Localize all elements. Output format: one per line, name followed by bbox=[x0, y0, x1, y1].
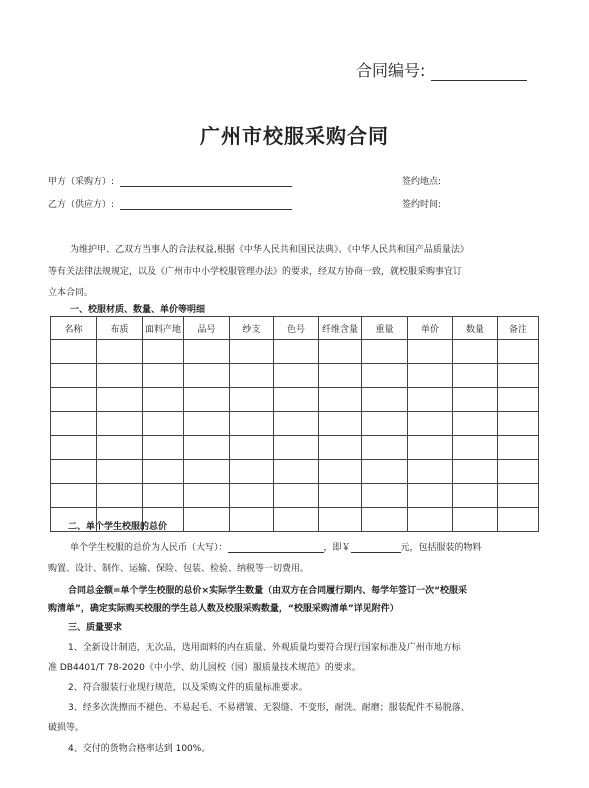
table-cell[interactable] bbox=[453, 340, 498, 364]
table-cell[interactable] bbox=[230, 412, 274, 436]
table-cell[interactable] bbox=[408, 412, 453, 436]
table-cell[interactable] bbox=[453, 364, 498, 388]
table-cell[interactable] bbox=[319, 436, 362, 460]
col-item-no: 品号 bbox=[184, 317, 230, 340]
table-cell[interactable] bbox=[230, 340, 274, 364]
preamble-line-2: 等有关法律法规规定，以及《广州市中小学校服管理办法》的要求，经双方协商一致，就校服采购事宜订 bbox=[48, 267, 463, 277]
col-origin: 面料产地 bbox=[143, 317, 184, 340]
table-cell[interactable] bbox=[498, 460, 539, 484]
table-row bbox=[51, 364, 539, 388]
unit-price-line bbox=[70, 540, 482, 553]
table-cell[interactable] bbox=[498, 412, 539, 436]
table-cell[interactable] bbox=[498, 340, 539, 364]
unit-price-label: 单个学生校服的总价为人民币（大写）： bbox=[70, 543, 228, 553]
table-cell[interactable] bbox=[97, 460, 143, 484]
col-fiber: 纤维含量 bbox=[319, 317, 362, 340]
unit-price-line-2: 购置、设计、制作、运输、保险、包装、检验、纳税等一切费用。 bbox=[48, 564, 310, 574]
table-cell[interactable] bbox=[143, 412, 184, 436]
table-cell[interactable] bbox=[97, 412, 143, 436]
quality-item-1a: 1、全新设计制造，无次品，选用面料的内在质量、外观质量均要符合现行国家标准及广州市地方标 bbox=[68, 643, 461, 653]
table-cell[interactable] bbox=[97, 484, 143, 508]
quality-item-4: 4、交付的货物合格率达到 100%。 bbox=[68, 744, 211, 754]
spec-table bbox=[50, 316, 539, 532]
table-cell[interactable] bbox=[453, 412, 498, 436]
party-a-label: 甲方（采购方）: bbox=[48, 177, 115, 187]
price-suffix-label: 元，包括服装的物料 bbox=[400, 543, 482, 553]
table-cell[interactable] bbox=[498, 388, 539, 412]
page-title: 广州市校服采购合同 bbox=[200, 124, 389, 148]
table-cell[interactable] bbox=[274, 460, 319, 484]
col-quantity: 数量 bbox=[453, 317, 498, 340]
table-cell[interactable] bbox=[453, 484, 498, 508]
table-cell[interactable] bbox=[362, 436, 408, 460]
table-cell[interactable] bbox=[362, 364, 408, 388]
col-unit-price: 单价 bbox=[408, 317, 453, 340]
col-fabric: 布质 bbox=[97, 317, 143, 340]
table-cell[interactable] bbox=[408, 508, 453, 532]
table-cell[interactable] bbox=[143, 364, 184, 388]
table-row bbox=[51, 460, 539, 484]
table-cell[interactable] bbox=[274, 484, 319, 508]
spec-table-header-row bbox=[51, 317, 539, 340]
table-row bbox=[51, 340, 539, 364]
table-row bbox=[51, 412, 539, 436]
table-cell[interactable] bbox=[408, 484, 453, 508]
total-amount-line-2: 购清单”，确定实际购买校服的学生总人数及校服采购数量，“校服采购清单”详见附件） bbox=[48, 604, 399, 614]
table-cell[interactable] bbox=[51, 460, 97, 484]
table-cell[interactable] bbox=[274, 412, 319, 436]
table-cell[interactable] bbox=[97, 364, 143, 388]
table-cell[interactable] bbox=[274, 364, 319, 388]
table-cell[interactable] bbox=[498, 484, 539, 508]
price-number-field[interactable] bbox=[351, 543, 401, 553]
table-cell[interactable] bbox=[408, 388, 453, 412]
party-a-field[interactable] bbox=[120, 177, 292, 187]
table-cell[interactable] bbox=[97, 436, 143, 460]
table-cell[interactable] bbox=[408, 436, 453, 460]
table-cell[interactable] bbox=[143, 388, 184, 412]
table-cell[interactable] bbox=[408, 364, 453, 388]
table-cell[interactable] bbox=[498, 508, 539, 532]
contract-number bbox=[356, 58, 527, 81]
party-b bbox=[48, 197, 292, 210]
table-row bbox=[51, 388, 539, 412]
table-cell[interactable] bbox=[274, 508, 319, 532]
table-cell[interactable] bbox=[362, 388, 408, 412]
table-cell[interactable] bbox=[362, 484, 408, 508]
table-cell[interactable] bbox=[498, 364, 539, 388]
table-cell[interactable] bbox=[362, 412, 408, 436]
table-cell[interactable] bbox=[230, 508, 274, 532]
table-cell[interactable] bbox=[184, 484, 230, 508]
table-cell[interactable] bbox=[453, 388, 498, 412]
table-cell[interactable] bbox=[408, 460, 453, 484]
quality-item-3b: 破损等。 bbox=[48, 723, 85, 733]
quality-item-1b: 准 DB4401/T 78-2020《中小学、幼儿园校（园）服质量技术规范》的要求。 bbox=[48, 663, 361, 673]
table-cell[interactable] bbox=[319, 340, 362, 364]
table-row bbox=[51, 436, 539, 460]
sign-place-label: 签约地点: bbox=[402, 177, 442, 187]
table-cell[interactable] bbox=[362, 460, 408, 484]
table-cell[interactable] bbox=[453, 436, 498, 460]
contract-number-label: 合同编号: bbox=[356, 61, 426, 80]
table-cell[interactable] bbox=[230, 364, 274, 388]
table-cell[interactable] bbox=[184, 364, 230, 388]
table-cell[interactable] bbox=[319, 364, 362, 388]
quality-item-2: 2、符合服装行业现行规范，以及采购文件的质量标准要求。 bbox=[68, 683, 308, 693]
price-yen-label: ，即￥ bbox=[323, 543, 351, 553]
table-cell[interactable] bbox=[319, 484, 362, 508]
table-cell[interactable] bbox=[274, 436, 319, 460]
total-amount-line-1: 合同总金额=单个学生校服的总价×实际学生数量（由双方在合同履行期内、每学年签订一次“校服采 bbox=[68, 586, 467, 596]
section-1-title: 一、校服材质、数量、单价等明细 bbox=[70, 305, 206, 315]
table-cell[interactable] bbox=[51, 484, 97, 508]
table-cell[interactable] bbox=[230, 388, 274, 412]
table-cell[interactable] bbox=[319, 412, 362, 436]
table-cell[interactable] bbox=[319, 388, 362, 412]
table-cell[interactable] bbox=[498, 436, 539, 460]
table-cell[interactable] bbox=[51, 436, 97, 460]
table-cell[interactable] bbox=[230, 484, 274, 508]
col-weight: 重量 bbox=[362, 317, 408, 340]
col-yarn: 纱支 bbox=[230, 317, 274, 340]
table-cell[interactable] bbox=[230, 436, 274, 460]
table-cell[interactable] bbox=[362, 340, 408, 364]
table-cell[interactable] bbox=[51, 412, 97, 436]
col-name: 名称 bbox=[51, 317, 97, 340]
table-row bbox=[51, 484, 539, 508]
sign-time-label: 签约时间: bbox=[402, 200, 442, 210]
table-cell[interactable] bbox=[453, 508, 498, 532]
table-cell[interactable] bbox=[143, 460, 184, 484]
table-cell[interactable] bbox=[97, 340, 143, 364]
party-a bbox=[48, 174, 292, 187]
quality-item-3a: 3、经多次洗擦而不褪色、不易起毛、不易褶皱、无裂缝、不变形，耐洗、耐磨；服装配件不易脱落、 bbox=[68, 703, 470, 713]
table-cell[interactable] bbox=[319, 508, 362, 532]
table-cell[interactable] bbox=[51, 388, 97, 412]
section-2-title: 二、单个学生校服的总价 bbox=[68, 522, 168, 532]
table-cell[interactable] bbox=[143, 436, 184, 460]
section-3-title: 三、质量要求 bbox=[68, 623, 123, 633]
table-cell[interactable] bbox=[274, 340, 319, 364]
table-cell[interactable] bbox=[184, 388, 230, 412]
table-cell[interactable] bbox=[143, 340, 184, 364]
table-cell[interactable] bbox=[362, 508, 408, 532]
preamble-line-3: 立本合同。 bbox=[48, 288, 94, 298]
col-remarks: 备注 bbox=[498, 317, 539, 340]
table-cell[interactable] bbox=[97, 388, 143, 412]
col-color: 色号 bbox=[274, 317, 319, 340]
table-cell[interactable] bbox=[184, 508, 230, 532]
contract-number-field[interactable] bbox=[431, 66, 527, 81]
table-cell[interactable] bbox=[184, 340, 230, 364]
table-cell[interactable] bbox=[230, 460, 274, 484]
table-cell[interactable] bbox=[453, 460, 498, 484]
table-cell[interactable] bbox=[51, 340, 97, 364]
party-b-label: 乙方（供应方）: bbox=[48, 200, 115, 210]
table-cell[interactable] bbox=[51, 364, 97, 388]
table-cell[interactable] bbox=[319, 460, 362, 484]
table-cell[interactable] bbox=[143, 484, 184, 508]
price-words-field[interactable] bbox=[228, 543, 324, 553]
table-cell[interactable] bbox=[184, 412, 230, 436]
table-cell[interactable] bbox=[184, 460, 230, 484]
table-cell[interactable] bbox=[408, 340, 453, 364]
party-b-field[interactable] bbox=[120, 200, 292, 210]
table-cell[interactable] bbox=[274, 388, 319, 412]
preamble-line-1: 为维护甲、乙双方当事人的合法权益,根据《中华人民共和国民法典》、《中华人民共和国产品质量法》 bbox=[70, 245, 469, 255]
table-cell[interactable] bbox=[184, 436, 230, 460]
